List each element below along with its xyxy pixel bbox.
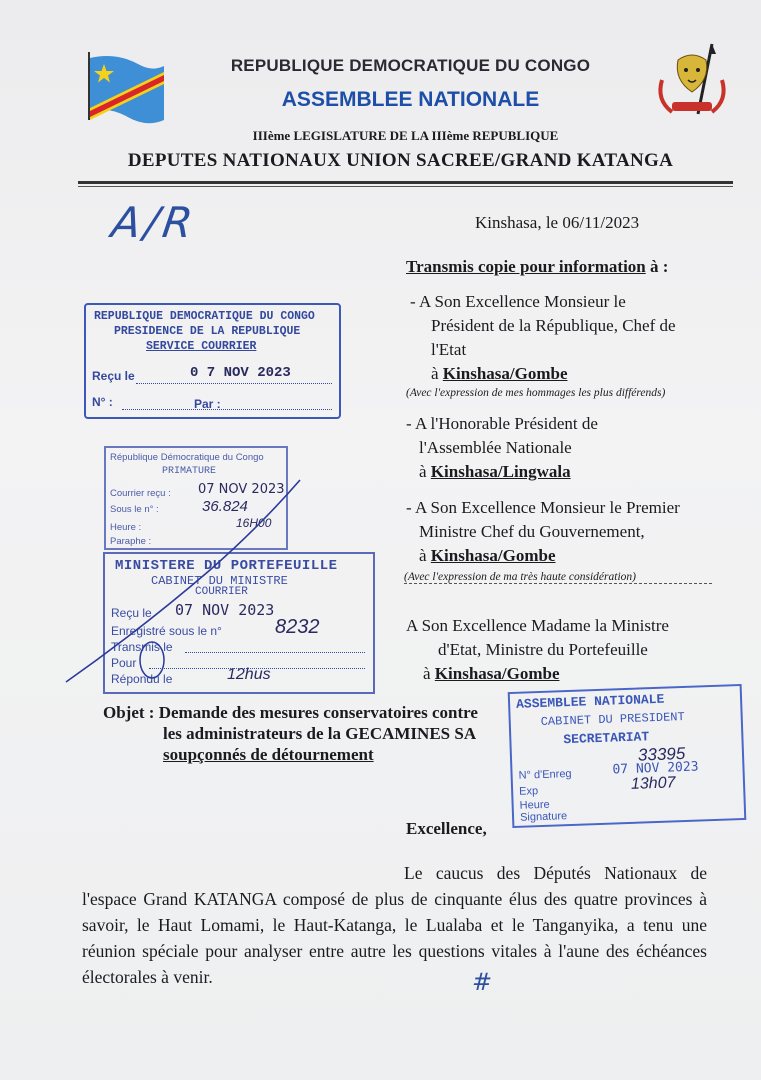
stamp-primature-heure-val: 16H00 bbox=[236, 516, 272, 530]
legislature-heading: IIIème LEGISLATURE DE LA IIIème REPUBLIQUE bbox=[252, 128, 559, 143]
national-emblem-icon bbox=[652, 40, 732, 130]
recipient-3 bbox=[406, 496, 680, 568]
stamp-ministere-line2: CABINET DU MINISTRE bbox=[151, 574, 288, 588]
stamp-primature-line1: République Démocratique du Congo bbox=[110, 452, 264, 463]
stamp-presidence-dots1 bbox=[136, 383, 332, 384]
stamp-assemblee-date: 07 NOV 2023 bbox=[612, 759, 699, 778]
transmis-suffix: à : bbox=[645, 257, 669, 276]
stamp-ministere-line3: COURRIER bbox=[195, 586, 248, 598]
recipient-4-line1: A Son Excellence Madame la Ministre bbox=[406, 616, 669, 635]
recipient-1-note: (Avec l'expression de mes hommages les plus différends) bbox=[406, 387, 666, 399]
recipient-4-line2: d'Etat, Ministre du Portefeuille bbox=[438, 640, 648, 659]
recipient-2-line2: l'Assemblée Nationale bbox=[419, 438, 572, 457]
stamp-ministere-recu: Reçu le bbox=[111, 606, 152, 620]
header-rule-thin bbox=[78, 186, 733, 187]
recipient-3-line2: Ministre Chef du Gouvernement, bbox=[419, 522, 645, 541]
stamp-presidence-dots2 bbox=[122, 409, 332, 410]
recipient-1-location: à Kinshasa/Gombe bbox=[431, 364, 568, 383]
stamp-presidence-par: Par : bbox=[194, 397, 221, 411]
stamp-presidence-date: 0 7 NOV 2023 bbox=[190, 365, 291, 381]
stamp-primature-heure: Heure : bbox=[110, 522, 142, 533]
transmis-heading bbox=[406, 257, 668, 277]
recipient-2 bbox=[406, 412, 598, 484]
stamp-assemblee-line2: CABINET DU PRESIDENT bbox=[540, 709, 685, 729]
header-rule bbox=[78, 181, 733, 184]
stamp-presidence-line1: REPUBLIQUE DEMOCRATIQUE DU CONGO bbox=[94, 310, 315, 323]
stamp-primature-sous-val: 36.824 bbox=[202, 498, 248, 515]
stamp-ministere-pour: Pour bbox=[111, 656, 137, 670]
recipient-3-line1: - A Son Excellence Monsieur le Premier bbox=[406, 498, 680, 517]
recipient-1 bbox=[410, 290, 676, 386]
recipient-2-location: à Kinshasa/Lingwala bbox=[419, 462, 571, 481]
objet-block bbox=[103, 703, 478, 723]
recipient-1-line3: l'Etat bbox=[431, 340, 467, 359]
stamp-assemblee-line3: SECRETARIAT bbox=[563, 729, 650, 748]
stamp-primature-courrier-val: 07 NOV 2023 bbox=[198, 482, 285, 497]
stamp-presidence-recu: Reçu le bbox=[92, 369, 135, 383]
objet-line2: les administrateurs de la GECAMINES SA bbox=[163, 724, 477, 743]
group-heading: DEPUTES NATIONAUX UNION SACREE/GRAND KATANGA bbox=[127, 150, 674, 171]
stamp-assemblee-enreg-val: 33395 bbox=[637, 743, 686, 765]
stamp-ministere-transmis: Transmis le bbox=[111, 640, 173, 654]
stamp-ministere-enreg: Enregistré sous le n° bbox=[111, 624, 222, 638]
salutation: Excellence, bbox=[406, 819, 487, 838]
stamp-ministere-repondu: Répondu le bbox=[111, 672, 173, 686]
stamp-ministere-enreg-val: 8232 bbox=[275, 616, 320, 638]
handwritten-annotation: A/R bbox=[108, 198, 200, 247]
stamp-presidence-line3: SERVICE COURRIER bbox=[146, 340, 257, 353]
stamp-primature-paraphe: Paraphe : bbox=[110, 536, 152, 547]
objet-line1: Demande des mesures conservatoires contre bbox=[158, 703, 478, 722]
stamp-primature-line2: PRIMATURE bbox=[162, 466, 217, 477]
recipient-4-location: à Kinshasa/Gombe bbox=[423, 664, 560, 683]
body-paragraph: Le caucus des Députés Nationaux de l'espace Grand KATANGA composé de plus de cinquante élus des quatre provinces à savoir, le Haut Lomami, le Haut-Katanga, le Lualaba et le Tanganyika, a tenu une réunion spéciale pour analyser entre autre les questions vitales à l'aune des échéances électorales à venir. bbox=[82, 863, 707, 987]
stamp-assemblee-signature: Signature bbox=[519, 810, 568, 824]
assembly-heading: ASSEMBLEE NATIONALE bbox=[281, 88, 540, 111]
recipient-3-note: (Avec l'expression de ma très haute considération) bbox=[404, 571, 712, 584]
stamp-assemblee-enreg: N° d'Enreg bbox=[518, 767, 572, 782]
stamp-primature-sous: Sous le n° : bbox=[110, 504, 159, 515]
recipient-4 bbox=[406, 614, 669, 686]
stamp-assemblee-exp: Exp bbox=[518, 785, 539, 798]
date-line: Kinshasa, le 06/11/2023 bbox=[475, 213, 640, 232]
stamp-assemblee-exp-val: 13h07 bbox=[630, 774, 676, 793]
initials-mark-icon: # bbox=[472, 968, 493, 996]
stamp-presidence bbox=[84, 303, 341, 419]
recipient-2-line1: - A l'Honorable Président de bbox=[406, 414, 598, 433]
recipient-1-line2: Président de la République, Chef de bbox=[431, 316, 676, 335]
stamp-assemblee-heure: Heure bbox=[519, 798, 550, 812]
recipient-3-location: à Kinshasa/Gombe bbox=[419, 546, 556, 565]
transmis-label: Transmis copie pour information bbox=[406, 257, 646, 276]
country-heading: REPUBLIQUE DEMOCRATIQUE DU CONGO bbox=[230, 56, 591, 75]
stamp-presidence-no: N° : bbox=[92, 395, 113, 409]
stamp-assemblee bbox=[508, 684, 747, 828]
stamp-presidence-line2: PRESIDENCE DE LA REPUBLIQUE bbox=[114, 325, 301, 338]
stamp-ministere-repondu-val: 12hus bbox=[227, 666, 271, 683]
handwritten-stroke-icon bbox=[60, 460, 360, 690]
objet-label: Objet : bbox=[103, 703, 159, 722]
stamp-ministere-line1: MINISTERE DU PORTEFEUILLE bbox=[115, 558, 338, 574]
stamp-ministere-recu-val: 07 NOV 2023 bbox=[175, 601, 275, 619]
recipient-1-line1: - A Son Excellence Monsieur le bbox=[410, 292, 626, 311]
objet-line3: soupçonnés de détournement bbox=[163, 745, 374, 764]
stamp-primature-courrier: Courrier reçu : bbox=[110, 488, 171, 499]
stamp-assemblee-line1: ASSEMBLEE NATIONALE bbox=[515, 691, 665, 712]
